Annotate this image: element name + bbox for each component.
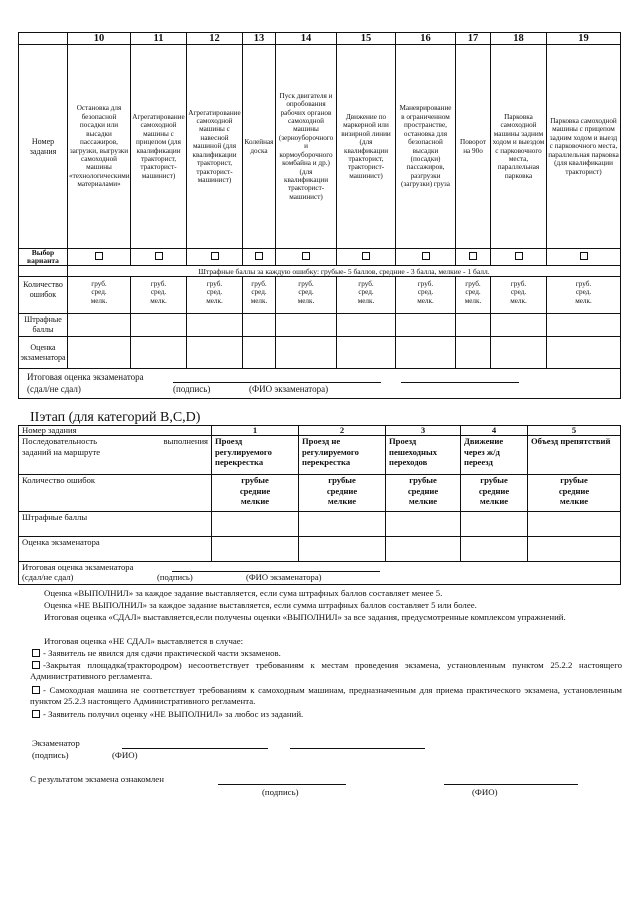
task-description: Колейная доска — [243, 45, 276, 249]
penalty-cell[interactable] — [337, 314, 396, 337]
error-types-cell[interactable]: груб. сред. мелк. — [456, 277, 491, 314]
grade-cell[interactable] — [131, 337, 187, 369]
task-number: 5 — [528, 426, 621, 436]
row-label-task: Номер задания — [19, 45, 68, 249]
grade-cell[interactable] — [386, 537, 461, 562]
error-types-cell[interactable]: груб. сред. мелк. — [68, 277, 131, 314]
task-description: Маневрирование в ограниченном пространстве, остановка для безопасной высадки (посадки) пассажиров, разгрузки (загрузки) груза — [396, 45, 456, 249]
route-task: Объезд препятствий — [528, 436, 621, 475]
examiner-fio-caption: (ФИО) — [112, 750, 138, 760]
final-grade-label: Итоговая оценка экзаменатора — [22, 562, 134, 572]
penalty-label: Штрафные баллы — [19, 512, 212, 537]
stage1-number-row — [19, 33, 621, 45]
task-number: 14 — [276, 33, 337, 45]
fail-reason-checkbox[interactable] — [32, 649, 40, 657]
error-types-cell[interactable]: груб. сред. мелк. — [547, 277, 621, 314]
fail-reason-1: - Заявитель не явился для сдачи практической части экзаменов. — [30, 648, 622, 659]
stage2-final-row — [19, 562, 621, 585]
grade-cell[interactable] — [68, 337, 131, 369]
stage1-final-row — [19, 369, 621, 399]
choice-checkbox[interactable] — [469, 252, 477, 260]
final-grade-line-2[interactable] — [401, 382, 519, 383]
penalty-cell[interactable] — [491, 314, 547, 337]
error-types-cell[interactable]: груб. сред. мелк. — [337, 277, 396, 314]
task-description: Парковка самоходной машины с прицепом задним ходом и выезд с парковочного места, параллельная парковка (для квалификации тракторист) — [547, 45, 621, 249]
error-types-cell[interactable]: груб. сред. мелк. — [491, 277, 547, 314]
grade-cell[interactable] — [396, 337, 456, 369]
examiner-fio-line[interactable] — [290, 748, 425, 749]
grade-cell[interactable] — [456, 337, 491, 369]
task-number: 13 — [243, 33, 276, 45]
fail-reason-4: - Заявитель получил оценку «НЕ ВЫПОЛНИЛ» за любос из заданий. — [30, 709, 622, 720]
penalty-cell[interactable] — [456, 314, 491, 337]
fail-reason-checkbox[interactable] — [32, 710, 40, 718]
choice-checkbox[interactable] — [362, 252, 370, 260]
stage1-grade-row — [19, 337, 621, 369]
error-types-cell[interactable]: груб. сред. мелк. — [243, 277, 276, 314]
grade-cell[interactable] — [547, 337, 621, 369]
final-grade-line[interactable] — [173, 382, 381, 383]
final-fio-label: (ФИО экзаменатора) — [249, 384, 329, 394]
errors-label: Количество ошибок — [19, 475, 212, 512]
error-types-cell[interactable]: груб. сред. мелк. — [276, 277, 337, 314]
penalty-note: Штрафные баллы за каждую ошибку: грубые- 5 баллов, средние - 3 балла, мелкие - 1 балл. — [68, 266, 621, 277]
rule-passed: Оценка «ВЫПОЛНИЛ» за каждое задание выставляется, если сума штрафных баллов составляет менее 5. — [44, 588, 443, 598]
stage1-final-grade — [19, 369, 621, 399]
task-number: 1 — [212, 426, 299, 436]
task-number: 15 — [337, 33, 396, 45]
task-number: 18 — [491, 33, 547, 45]
penalty-cell[interactable] — [528, 512, 621, 537]
stage2-number-row — [19, 426, 621, 436]
stage1-penalty-note-row — [19, 266, 621, 277]
grade-cell[interactable] — [337, 337, 396, 369]
error-types-cell[interactable]: грубые средние мелкие — [299, 475, 386, 512]
row-label-choice: Выбор варианта — [19, 249, 68, 266]
error-types-cell[interactable]: грубые средние мелкие — [212, 475, 299, 512]
row-label-grade: Оценка экзаменатора — [19, 337, 68, 369]
choice-checkbox[interactable] — [155, 252, 163, 260]
acquainted-label: С результатом экзамена ознакомлен — [30, 774, 164, 784]
error-types-cell[interactable]: грубые средние мелкие — [386, 475, 461, 512]
penalty-cell[interactable] — [212, 512, 299, 537]
final-pass-label: (сдал/не сдал) — [27, 384, 81, 394]
row-label-errors: Количество ошибок — [19, 277, 68, 314]
error-types-cell[interactable]: грубые средние мелкие — [528, 475, 621, 512]
task-description: Агрегатирование самоходной машины с навесной машиной (для квалификации тракторист, тракторист-машинист) — [187, 45, 243, 249]
error-types-cell[interactable]: груб. сред. мелк. — [396, 277, 456, 314]
penalty-cell[interactable] — [547, 314, 621, 337]
rule-final-pass: Итоговая оценка «СДАЛ» выставляется,если получены оценки «ВЫПОЛНИЛ» за все задания, предусмотренные комплексом упражнений. — [44, 612, 566, 622]
candidate-sign-line[interactable] — [218, 784, 346, 785]
final-grade-label: Итоговая оценка экзаменатора — [27, 372, 144, 382]
stage2-table — [18, 425, 621, 585]
task-number: 2 — [299, 426, 386, 436]
task-number: 4 — [461, 426, 528, 436]
stage2-title: IIэтап (для категорий B,C,D) — [30, 410, 201, 425]
choice-checkbox[interactable] — [302, 252, 310, 260]
penalty-cell[interactable] — [299, 512, 386, 537]
choice-checkbox[interactable] — [255, 252, 263, 260]
task-number: 11 — [131, 33, 187, 45]
stage2-penalty-row — [19, 512, 621, 537]
candidate-sign-caption: (подпись) — [262, 787, 299, 797]
task-number: 16 — [396, 33, 456, 45]
penalty-cell[interactable] — [386, 512, 461, 537]
route-task: Проезд регулируемого перекрестка — [212, 436, 299, 475]
error-types-cell[interactable]: грубые средние мелкие — [461, 475, 528, 512]
candidate-fio-caption: (ФИО) — [472, 787, 498, 797]
grade-cell[interactable] — [491, 337, 547, 369]
grade-cell[interactable] — [528, 537, 621, 562]
task-description: Парковка самоходной машины задним ходом и выездом с парковочного места, параллельная парковка — [491, 45, 547, 249]
final-fio-label: (ФИО экзаменатора) — [246, 572, 322, 582]
fail-reason-3: - Самоходная машина не соответствует требованиям к самоходным машинам, предназначенным для приема практического экзамена, установленным пунктом 25.2.3 настоящего Административного регламента. — [30, 685, 622, 706]
task-description: Пуск двигателя и опробования рабочих органов самоходной машины (зерноуборочного и кормоуборочного комбайна и др.) (для квалификации тракторист-машинист) — [276, 45, 337, 249]
examiner-sign-line[interactable] — [122, 748, 268, 749]
grade-cell[interactable] — [212, 537, 299, 562]
stage2-final-grade — [19, 562, 621, 585]
choice-checkbox[interactable] — [580, 252, 588, 260]
task-number: 10 — [68, 33, 131, 45]
grade-cell[interactable] — [243, 337, 276, 369]
penalty-cell[interactable] — [243, 314, 276, 337]
final-sign-label: (подпись) — [173, 384, 211, 394]
fail-reason-2: -Закрытая площадка(трактородром) несоответствует требованиям к местам проведения экзамена, установленным пунктом 25.2.2 настоящего Административного регламента. — [30, 660, 622, 681]
task-number: 19 — [547, 33, 621, 45]
task-number: 3 — [386, 426, 461, 436]
task-number: 12 — [187, 33, 243, 45]
final-sign-label: (подпись) — [157, 572, 193, 582]
choice-checkbox[interactable] — [95, 252, 103, 260]
task-description: Остановка для безопасной посадки или высадки пассажиров, загрузки, выгрузки самоходной машины «технологическими материалами» — [68, 45, 131, 249]
rule-failed: Оценка «НЕ ВЫПОЛНИЛ» за каждое задание выставляется, если сумма штрафных баллов составляет 5 или более. — [44, 600, 477, 610]
grade-label: Оценка экзаменатора — [19, 537, 212, 562]
sequence-label: Последовательность выполнения заданий на маршруте — [19, 436, 212, 475]
stage1-choice-row — [19, 249, 621, 266]
penalty-cell[interactable] — [68, 314, 131, 337]
task-number: 17 — [456, 33, 491, 45]
stage2-task-row — [19, 436, 621, 475]
task-number-label: Номер задания — [19, 426, 212, 436]
choice-checkbox[interactable] — [422, 252, 430, 260]
penalty-cell[interactable] — [396, 314, 456, 337]
stage1-errors-row — [19, 277, 621, 314]
stage1-task-row — [19, 45, 621, 249]
choice-checkbox[interactable] — [515, 252, 523, 260]
task-description: Поворот на 90о — [456, 45, 491, 249]
penalty-cell[interactable] — [276, 314, 337, 337]
final-pass-label: (сдал/не сдал) — [22, 572, 74, 582]
error-types-cell[interactable]: груб. сред. мелк. — [131, 277, 187, 314]
penalty-cell[interactable] — [131, 314, 187, 337]
stage2-grade-row — [19, 537, 621, 562]
penalty-cell[interactable] — [461, 512, 528, 537]
route-task: Проезд пешеходных переходов — [386, 436, 461, 475]
grade-cell[interactable] — [187, 337, 243, 369]
rule-final-fail: Итоговая оценка «НЕ СДАЛ» выставляется в случае: — [44, 636, 244, 646]
stage2-errors-row — [19, 475, 621, 512]
stage1-table — [18, 32, 621, 399]
candidate-fio-line[interactable] — [444, 784, 578, 785]
fail-reason-checkbox[interactable] — [32, 661, 40, 669]
fail-reason-checkbox[interactable] — [32, 686, 40, 694]
grade-cell[interactable] — [461, 537, 528, 562]
grade-cell[interactable] — [276, 337, 337, 369]
row-label-penalty: Штрафные баллы — [19, 314, 68, 337]
examiner-sign-caption: (подпись) — [32, 750, 69, 760]
task-description: Агрегатирование самоходной машины с прицепом (для квалификации тракторист, тракторист-машинист) — [131, 45, 187, 249]
route-task: Движение через ж/д переезд — [461, 436, 528, 475]
stage1-penalty-row — [19, 314, 621, 337]
task-description: Движение по маркерной или визирной линии (для квалификации тракторист, тракторист-машинист) — [337, 45, 396, 249]
route-task: Проезд не регулируемого перекрестка — [299, 436, 386, 475]
examiner-label: Экзаменатор — [32, 738, 80, 748]
penalty-cell[interactable] — [187, 314, 243, 337]
choice-checkbox[interactable] — [211, 252, 219, 260]
grade-cell[interactable] — [299, 537, 386, 562]
error-types-cell[interactable]: груб. сред. мелк. — [187, 277, 243, 314]
